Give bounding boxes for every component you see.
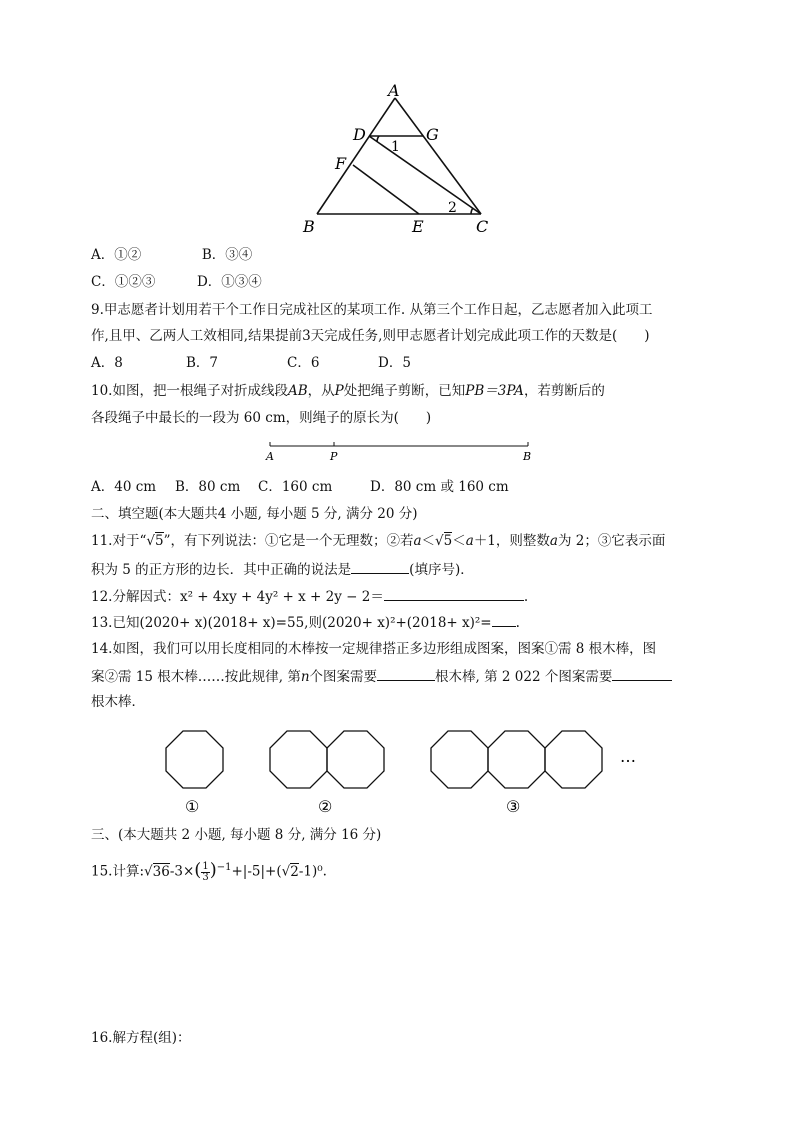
pattern-label-2: ② <box>318 797 333 816</box>
label-E: E <box>412 217 424 236</box>
q14-line2: 案②需 15 根木棒……按此规律, 第n个图案需要 根木棒, 第 2 022 个图案需要 <box>91 666 672 686</box>
q11-line1: 11.对于“√5”，有下列说法：①它是一个无理数；②若a＜√5＜a＋1，则整数a为 2；③它表示面 <box>91 533 666 549</box>
q10-option-a[interactable]: A．40 cm <box>91 479 157 495</box>
q11-line2: 积为 5 的正方形的边长．其中正确的说法是 (填序号)． <box>91 559 474 579</box>
label-G: G <box>426 125 439 144</box>
sqrt-icon: √ <box>281 863 291 880</box>
q13-answer-blank[interactable] <box>492 612 516 627</box>
label-angle1: 1 <box>391 139 400 155</box>
q10-option-b[interactable]: B．80 cm <box>175 479 241 495</box>
q9-option-a[interactable]: A．8 <box>91 355 123 371</box>
section2-title: 二、填空题(本大题共4 小题, 每小题 5 分, 满分 20 分) <box>91 506 418 522</box>
q10-option-d[interactable]: D．80 cm 或 160 cm <box>370 479 509 495</box>
q13-line: 13.已知(2020+ x)(2018+ x)=55,则(2020+ x)²+(2018+ x)²= . <box>91 612 520 632</box>
q8-option-b[interactable]: B．③④ <box>201 247 253 263</box>
label-B: B <box>303 217 315 236</box>
pattern-label-3: ③ <box>506 797 521 816</box>
q11-answer-blank[interactable] <box>351 559 409 574</box>
sqrt-icon: √ <box>146 533 155 549</box>
q12-answer-blank[interactable] <box>384 586 524 601</box>
q12-line: 12.分解因式：x² + 4xy + 4y² + x + 2y − 2＝ . <box>91 586 528 606</box>
sqrt-icon: √ <box>435 533 444 549</box>
q10-option-c[interactable]: C．160 cm <box>258 479 333 495</box>
label-angle2: 2 <box>448 200 457 216</box>
label-A: A <box>388 81 400 100</box>
seg-label-A: A <box>266 450 274 463</box>
q8-option-d[interactable]: D．①③④ <box>196 274 262 290</box>
label-F: F <box>335 154 347 173</box>
seg-label-P: P <box>330 450 338 463</box>
seg-label-B: B <box>523 450 532 463</box>
q14-answer-blank-1[interactable] <box>377 666 435 681</box>
label-D: D <box>353 125 366 144</box>
pattern-label-1: ① <box>185 797 200 816</box>
q9-line2: 作,且甲、乙两人工效相同,结果提前3天完成任务,则甲志愿者计划完成此项工作的天数是( ) <box>91 328 650 344</box>
pattern-ellipsis: … <box>620 747 636 766</box>
q8-option-c[interactable]: C．①②③ <box>91 274 156 290</box>
q8-option-a[interactable]: A．①② <box>91 247 142 263</box>
q14-line3: 根木棒． <box>91 694 145 710</box>
sqrt-icon: √ <box>144 863 153 880</box>
section3-title: 三、(本大题共 2 小题, 每小题 8 分, 满分 16 分) <box>91 827 382 843</box>
q9-option-d[interactable]: D．5 <box>378 355 411 371</box>
q8-options-row2 <box>91 273 262 291</box>
label-C: C <box>476 217 489 236</box>
q9-line1: 9.甲志愿者计划用若干个工作日完成社区的某项工作. 从第三个工作日起，乙志愿者加入此项工 <box>91 302 653 318</box>
triangle-figure <box>295 80 505 240</box>
q10-line1: 10.如图，把一根绳子对折成线段AB，从P处把绳子剪断，已知PB＝3PA，若剪断后的 <box>91 383 605 399</box>
segment-figure <box>262 438 542 466</box>
q15-line: 15.计算:√36-3×( $\frac{1}{3}$ )$^{-1}$+|-5|+(√2-1)⁰. <box>91 859 327 883</box>
q16-line: 16.解方程(组)： <box>91 1030 191 1046</box>
octagon-patterns-figure <box>150 722 670 822</box>
q14-answer-blank-2[interactable] <box>612 666 672 681</box>
q9-option-c[interactable]: C．6 <box>287 355 320 371</box>
q9-option-b[interactable]: B．7 <box>186 355 219 371</box>
q8-options-row1 <box>91 246 252 264</box>
q10-line2: 各段绳子中最长的一段为 60 cm，则绳子的原长为( ) <box>91 410 432 426</box>
q14-line1: 14.如图，我们可以用长度相同的木棒按一定规律搭正多边形组成图案，图案①需 8 根木棒，图 <box>91 641 657 657</box>
